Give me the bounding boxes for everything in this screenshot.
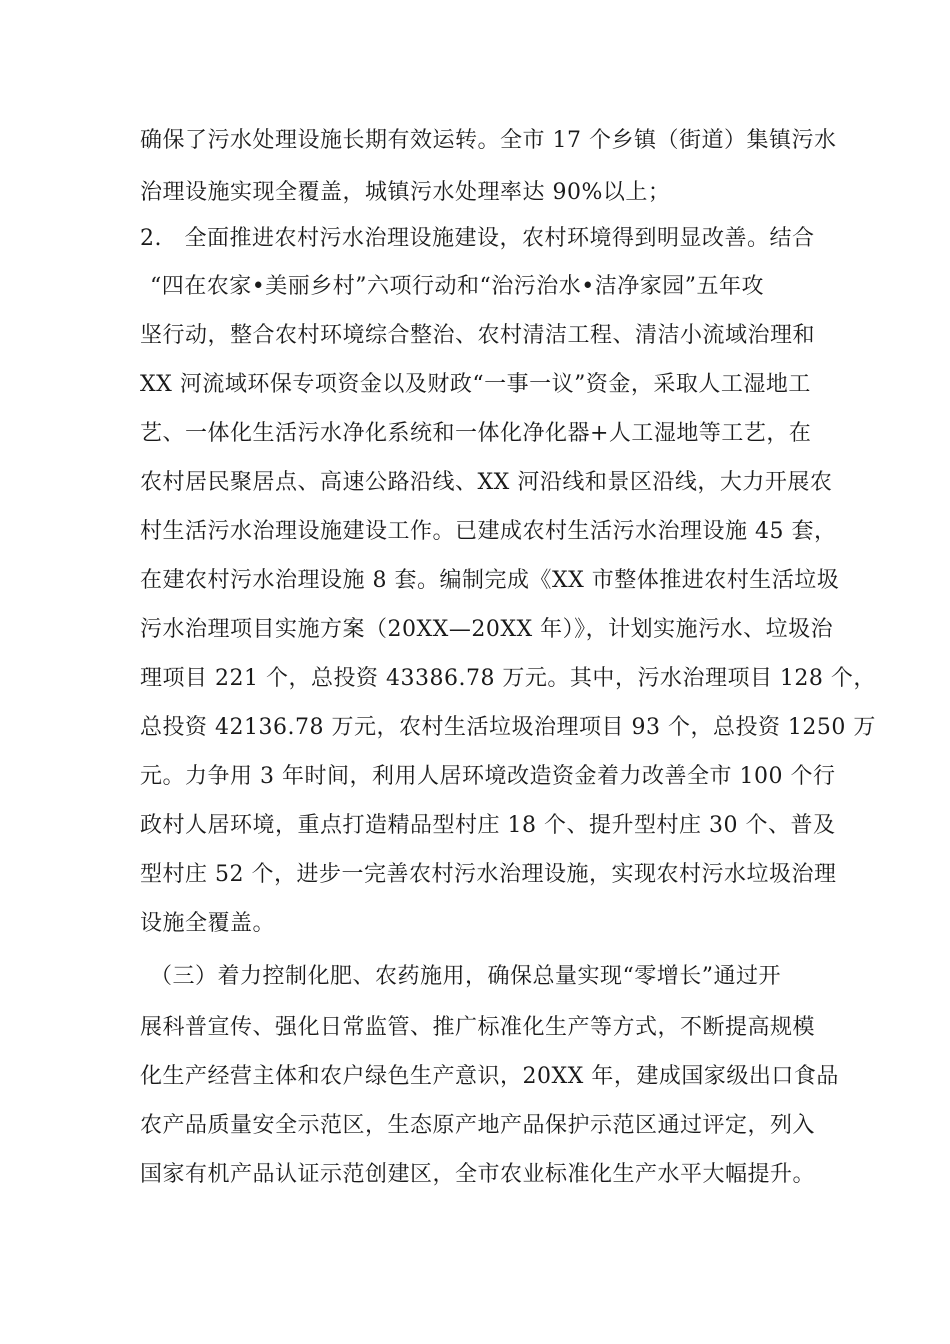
text-line: 国家有机产品认证示范创建区，全市农业标准化生产水平大幅提升。 xyxy=(140,1162,816,1187)
text-line: 2. 全面推进农村污水治理设施建设，农村环境得到明显改善。结合 xyxy=(140,226,815,251)
text-line: 确保了污水处理设施长期有效运转。全市 17 个乡镇（街道）集镇污水 xyxy=(140,128,837,153)
text-line: XX 河流域环保专项资金以及财政“一事一议”资金，采取人工湿地工 xyxy=(140,372,811,397)
text-line: 化生产经营主体和农户绿色生产意识，20XX 年，建成国家级出口食品 xyxy=(140,1064,839,1089)
text-line: 展科普宣传、强化日常监管、推广标准化生产等方式，不断提高规模 xyxy=(140,1015,816,1040)
text-line: 农村居民聚居点、高速公路沿线、XX 河沿线和景区沿线，大力开展农 xyxy=(140,470,833,495)
text-line: 艺、一体化生活污水净化系统和一体化净化器+人工湿地等工艺，在 xyxy=(140,421,812,446)
text-line: 政村人居环境，重点打造精品型村庄 18 个、提升型村庄 30 个、普及 xyxy=(140,813,836,838)
text-line: “四在农家•美丽乡村”六项行动和“治污治水•洁净家园”五年攻 xyxy=(150,274,764,299)
text-line: 元。力争用 3 年时间，利用人居环境改造资金着力改善全市 100 个行 xyxy=(140,764,836,789)
text-line: 型村庄 52 个，进步一完善农村污水治理设施，实现农村污水垃圾治理 xyxy=(140,862,837,887)
text-line: （三）着力控制化肥、农药施用，确保总量实现“零增长”通过开 xyxy=(150,964,781,989)
text-line: 设施全覆盖。 xyxy=(140,911,276,936)
text-line: 治理设施实现全覆盖，城镇污水处理率达 90%以上； xyxy=(140,180,671,205)
text-line: 总投资 42136.78 万元，农村生活垃圾治理项目 93 个，总投资 1250 万 xyxy=(140,715,876,740)
text-line: 理项目 221 个，总投资 43386.78 万元。其中，污水治理项目 128 个， xyxy=(140,666,876,691)
text-line: 污水治理项目实施方案（20XX—20XX 年）》，计划实施污水、垃圾治 xyxy=(140,617,834,642)
text-line: 坚行动，整合农村环境综合整治、农村清洁工程、清洁小流域治理和 xyxy=(140,323,816,348)
text-line: 在建农村污水治理设施 8 套。编制完成《XX 市整体推进农村生活垃圾 xyxy=(140,568,840,593)
text-line: 农产品质量安全示范区，生态原产地产品保护示范区通过评定，列入 xyxy=(140,1113,816,1138)
text-line: 村生活污水治理设施建设工作。已建成农村生活污水治理设施 45 套， xyxy=(140,519,837,544)
